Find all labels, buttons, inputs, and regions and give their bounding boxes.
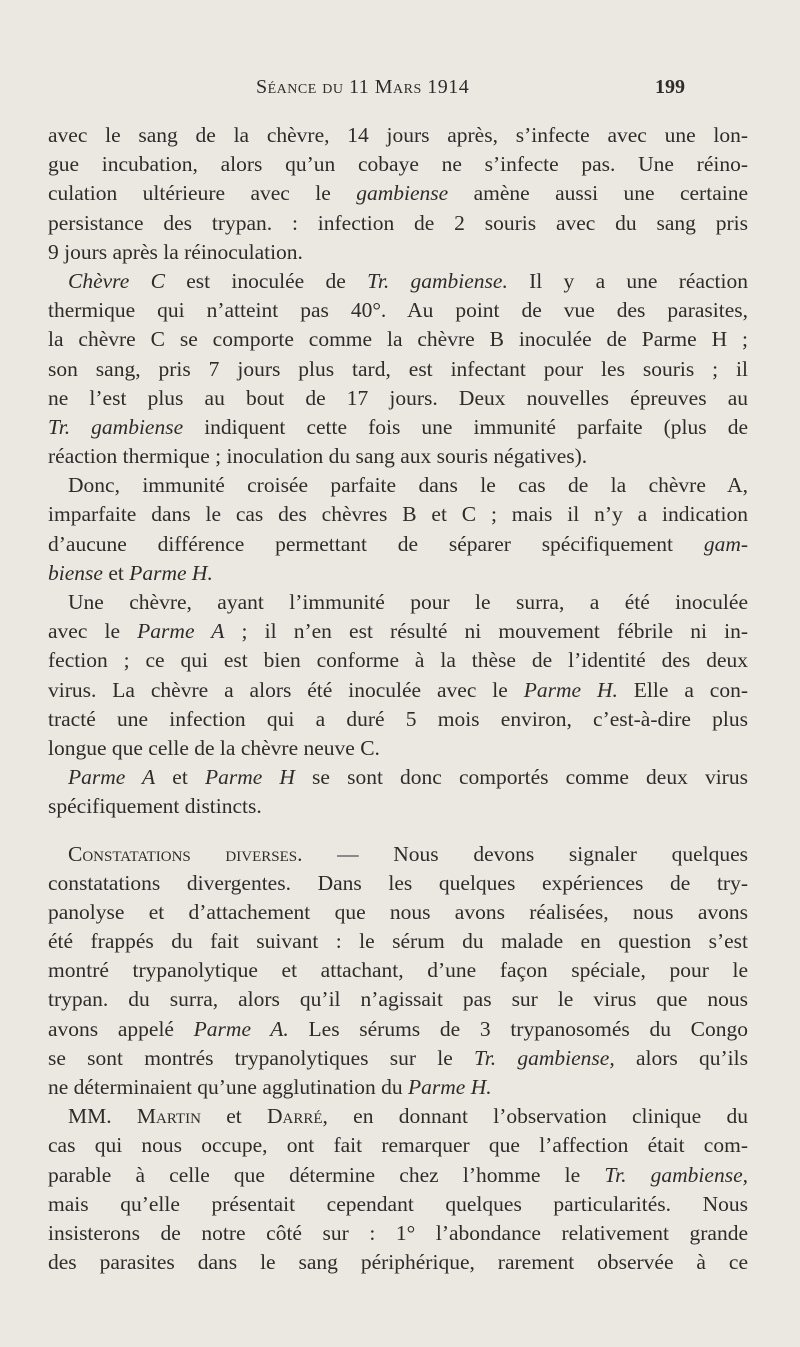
italic-term: Parme A. [193, 1016, 289, 1041]
text-segment: est inoculée de [164, 268, 368, 293]
text-segment: réaction thermique ; inoculation du sang aux souris négatives). [48, 444, 588, 469]
text-segment: avec le [48, 619, 138, 644]
text-line [48, 209, 748, 238]
text-segment: culation ultérieure avec le [48, 181, 357, 206]
text-segment: parable à celle que détermine chez l’homme le [48, 1162, 605, 1187]
italic-term: Parme H. [523, 677, 618, 702]
text-segment: amène aussi une certaine [448, 181, 748, 206]
text-segment: constatations divergentes. Dans les quelques expériences de try- [48, 870, 748, 895]
running-title: Séance du 11 Mars 1914 [256, 76, 470, 98]
text-segment: trypan. du surra, alors qu’il n’agissait pas sur le virus que nous [48, 987, 748, 1012]
text-segment: panolyse et d’attachement que nous avons réalisées, nous avons [48, 899, 748, 924]
text-line [48, 985, 748, 1014]
text-segment: tracté une infection qui a duré 5 mois environ, c’est-à-dire plus [48, 706, 748, 731]
text-line [48, 238, 748, 267]
text-line [48, 1015, 748, 1044]
small-caps-text: Darré [266, 1104, 323, 1129]
text-segment: et [102, 560, 130, 585]
text-line [48, 384, 748, 413]
text-segment: , en donnant l’observation clinique du [322, 1104, 748, 1129]
text-line [48, 676, 748, 705]
text-line [48, 471, 748, 500]
text-line [48, 121, 748, 150]
text-line [48, 413, 748, 442]
text-line [48, 179, 748, 208]
text-segment: virus. La chèvre a alors été inoculée avec le [48, 677, 524, 702]
text-segment: ; il n’en est résulté ni mouvement fébrile ni in- [224, 619, 748, 644]
text-line [48, 927, 748, 956]
text-line [48, 1131, 748, 1160]
text-segment: d’aucune différence permettant de séparer spécifiquement [48, 531, 704, 556]
text-line [48, 617, 748, 646]
text-line [48, 559, 748, 588]
text-line [48, 763, 748, 792]
text-segment: des parasites dans le sang périphérique, rarement observée à ce [48, 1250, 748, 1275]
text-segment: 9 jours après la réinoculation. [48, 239, 303, 264]
page-number: 199 [655, 76, 685, 98]
text-segment: spécifiquement distincts. [48, 794, 262, 819]
text-segment: alors qu’ils [614, 1045, 748, 1070]
text-segment: se sont montrés trypanolytiques sur le [48, 1045, 475, 1070]
text-segment: ne l’est plus au bout de 17 jours. Deux nouvelles épreuves au [48, 385, 748, 410]
italic-term: Tr. gambiense [48, 414, 184, 439]
text-segment: Donc, immunité croisée parfaite dans le cas de la chèvre A, [68, 473, 748, 498]
text-segment: imparfaite dans le cas des chèvres B et C ; mais il n’y a indication [48, 502, 748, 527]
text-segment: MM. [68, 1104, 137, 1129]
text-line [48, 530, 748, 559]
italic-term: Chèvre C [68, 268, 165, 293]
text-line [48, 705, 748, 734]
text-segment: ne déterminaient qu’une agglutination du [48, 1075, 409, 1099]
italic-term: Tr. gambiense. [367, 268, 508, 293]
text-segment: avec le sang de la chèvre, 14 jours après, s’infecte avec une lon- [48, 123, 748, 147]
text-line [48, 588, 748, 617]
text-line [48, 500, 748, 529]
italic-term: biense [48, 560, 103, 585]
text-line [48, 840, 748, 869]
text-segment: indiquent cette fois une immunité parfaite (plus de [183, 414, 748, 439]
italic-term: gambiense [356, 181, 449, 206]
text-segment: thermique qui n’atteint pas 40°. Au point de vue des parasites, [48, 298, 748, 323]
text-segment: Il y a une réaction [507, 268, 748, 293]
text-segment: et [200, 1104, 267, 1129]
text-line [48, 355, 748, 384]
text-line [48, 1219, 748, 1248]
small-caps-text: Constatations diverses. [68, 841, 303, 866]
text-line [48, 956, 748, 985]
text-segment: et [155, 765, 205, 790]
text-line [48, 1190, 748, 1219]
text-segment: se sont donc comportés comme deux virus [294, 765, 748, 790]
text-segment: longue que celle de la chèvre neuve C. [48, 735, 380, 760]
text-line [48, 1044, 748, 1073]
body-text [48, 121, 748, 1277]
text-segment: la chèvre C se comporte comme la chèvre B inoculée de Parme H ; [48, 327, 748, 352]
text-line [48, 267, 748, 296]
text-line [48, 1248, 748, 1277]
text-segment: Les sérums de 3 trypanosomés du Congo [288, 1016, 748, 1041]
text-line [48, 734, 748, 763]
text-segment: été frappés du fait suivant : le sérum du malade en question s’est [48, 929, 748, 954]
italic-term: Parme H. [129, 560, 213, 585]
text-segment: insisterons de notre côté sur : 1° l’abondance relativement grande [48, 1220, 748, 1245]
text-line [48, 1102, 748, 1131]
italic-term: gam- [703, 531, 748, 556]
text-line [48, 325, 748, 354]
small-caps-text: Martin [136, 1104, 201, 1129]
text-line [48, 792, 748, 821]
text-segment: gue incubation, alors qu’un cobaye ne s’infecte pas. Une réino- [48, 152, 748, 177]
text-line [48, 296, 748, 325]
italic-term: Tr. gambiense, [604, 1162, 748, 1187]
text-segment: Une chèvre, ayant l’immunité pour le surra, a été inoculée [68, 590, 748, 614]
text-line [48, 1161, 748, 1190]
running-header [0, 76, 800, 106]
text-segment: — Nous devons signaler quelques [302, 841, 748, 866]
text-segment: avons appelé [48, 1016, 194, 1041]
italic-term: Parme H. [408, 1075, 492, 1099]
text-segment: montré trypanolytique et attachant, d’une façon spéciale, pour le [48, 958, 748, 983]
text-segment: mais qu’elle présentait cependant quelques particularités. Nous [48, 1191, 748, 1216]
italic-term: Parme A [137, 619, 225, 644]
text-line [48, 442, 748, 471]
text-line [48, 150, 748, 179]
text-line [48, 646, 748, 675]
text-line [48, 898, 748, 927]
italic-term: Parme H [204, 765, 295, 790]
text-segment: fection ; ce qui est bien conforme à la thèse de l’identité des deux [48, 648, 748, 673]
text-segment: cas qui nous occupe, ont fait remarquer que l’affection était com- [48, 1133, 748, 1158]
text-segment: persistance des trypan. : infection de 2 souris avec du sang pris [48, 210, 748, 235]
text-segment: Elle a con- [617, 677, 748, 702]
section-gap [48, 822, 748, 840]
text-segment: son sang, pris 7 jours plus tard, est infectant pour les souris ; il [48, 356, 748, 381]
italic-term: Parme A [68, 765, 156, 790]
text-line [48, 869, 748, 898]
text-line [48, 1073, 748, 1102]
italic-term: Tr. gambiense, [474, 1045, 615, 1070]
